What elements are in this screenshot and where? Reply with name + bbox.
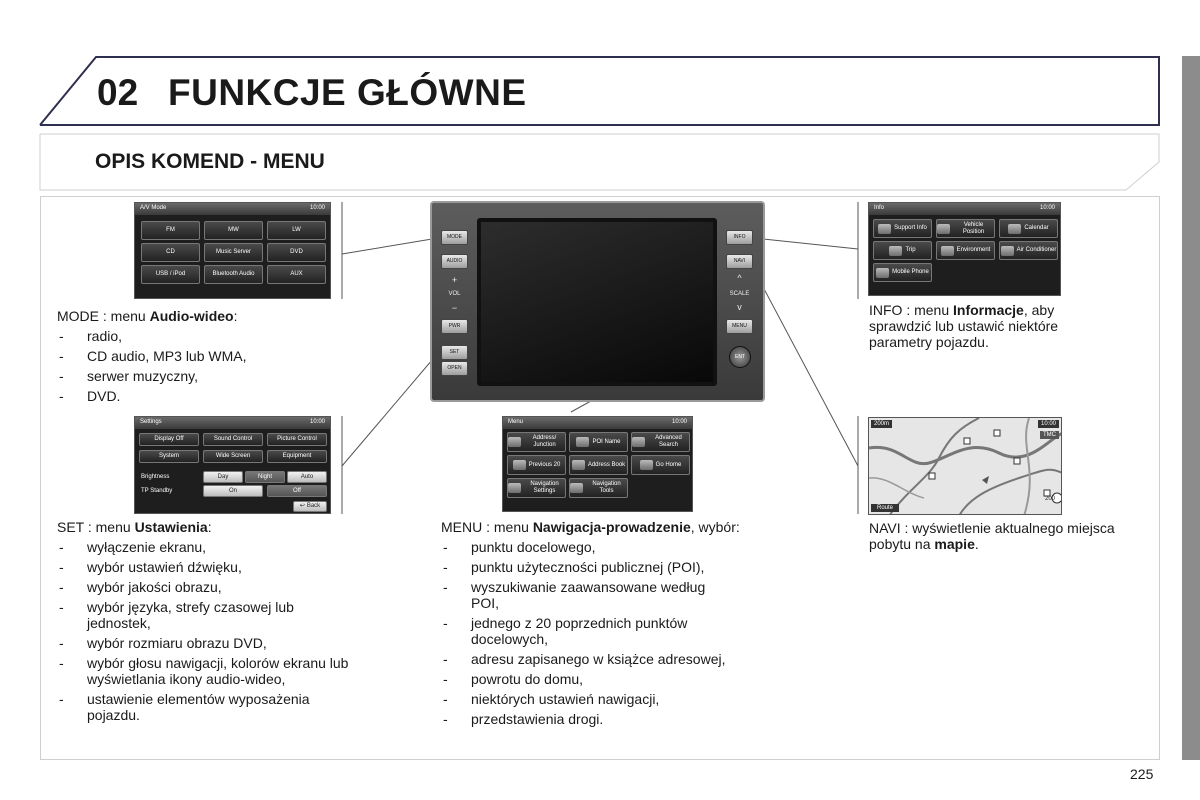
list-item: - wyłączenie ekranu, bbox=[57, 539, 372, 555]
info-bold: Informacje bbox=[953, 302, 1024, 318]
map-distance-label: 200 bbox=[1044, 496, 1055, 502]
vehicle-position-label: Vehicle Position bbox=[962, 221, 985, 235]
list-item: - radio, bbox=[57, 328, 327, 344]
menu-intro: MENU : menu bbox=[441, 519, 533, 535]
pwr-hard-button[interactable]: PWR bbox=[441, 319, 468, 334]
section-title: OPIS KOMEND - MENU bbox=[95, 150, 325, 173]
bluetooth-audio-button[interactable]: Bluetooth Audio bbox=[204, 265, 263, 284]
address-book-label: Address Book bbox=[587, 461, 626, 468]
list-item: - CD audio, MP3 lub WMA, bbox=[57, 348, 327, 364]
mode-heading bbox=[57, 308, 327, 324]
navigation-tools-icon bbox=[570, 483, 583, 493]
navi-tail: . bbox=[974, 536, 979, 552]
map-scale-badge: 200m bbox=[871, 420, 892, 428]
list-item: - wybór ustawień dźwięku, bbox=[57, 559, 372, 575]
system-button[interactable]: System bbox=[139, 450, 199, 463]
advanced-search-button[interactable] bbox=[631, 432, 690, 452]
page-number: 225 bbox=[1130, 766, 1154, 782]
info-description bbox=[869, 302, 1099, 350]
support-info-icon bbox=[878, 224, 891, 234]
calendar-icon bbox=[1008, 224, 1021, 234]
environment-button[interactable] bbox=[936, 241, 995, 260]
chapter-number: 02 bbox=[97, 72, 139, 113]
set-intro: SET : menu bbox=[57, 519, 135, 535]
list-item: - wybór języka, strefy czasowej lub jednostek, bbox=[57, 599, 357, 631]
list-item: - ustawienie elementów wyposażenia pojazdu. bbox=[57, 691, 357, 723]
list-item: - powrotu do domu, bbox=[441, 671, 771, 687]
navi-hard-button[interactable]: NAVI bbox=[726, 254, 753, 269]
head-unit-display bbox=[477, 218, 717, 386]
scale-label: SCALE bbox=[729, 291, 750, 297]
mode-list bbox=[57, 328, 327, 404]
poi-name-button[interactable] bbox=[569, 432, 628, 452]
address-book-button[interactable] bbox=[569, 455, 628, 475]
tmc-badge: TMC bbox=[1040, 431, 1059, 439]
trip-icon bbox=[889, 246, 902, 256]
menu-tail: , wybór: bbox=[690, 519, 740, 535]
address-book-icon bbox=[572, 460, 585, 470]
screen-title-bar bbox=[135, 417, 330, 429]
brightness-day-button[interactable]: Day bbox=[203, 471, 243, 483]
menu-heading bbox=[441, 519, 771, 535]
menu-description bbox=[441, 519, 771, 727]
vol-down-icon[interactable]: − bbox=[451, 303, 458, 313]
screen-title-bar bbox=[503, 417, 692, 429]
poi-name-label: POI Name bbox=[592, 438, 621, 445]
navi-bold: mapie bbox=[934, 536, 975, 552]
screen-title-bar bbox=[869, 203, 1060, 215]
fm-button[interactable]: FM bbox=[141, 221, 200, 240]
set-list bbox=[57, 539, 372, 723]
navigation-tools-button[interactable] bbox=[569, 478, 628, 498]
list-item: - punktu docelowego, bbox=[441, 539, 771, 555]
mode-description bbox=[57, 308, 327, 404]
trip-button[interactable] bbox=[873, 241, 932, 260]
list-item: - wybór rozmiaru obrazu DVD, bbox=[57, 635, 372, 651]
screen-clock: 10:00 bbox=[309, 419, 325, 425]
vehicle-position-button[interactable] bbox=[936, 219, 995, 238]
screen-title: Info bbox=[874, 205, 885, 211]
address-junction-button[interactable] bbox=[507, 432, 566, 452]
mobile-phone-button[interactable] bbox=[873, 263, 932, 282]
dvd-button[interactable]: DVD bbox=[267, 243, 326, 262]
tp-on-button[interactable]: On bbox=[203, 485, 263, 497]
info-intro: INFO : menu bbox=[869, 302, 954, 318]
equipment-button[interactable]: Equipment bbox=[267, 450, 327, 463]
mobile-phone-label: Mobile Phone bbox=[892, 269, 929, 276]
settings-screen bbox=[134, 416, 331, 514]
aux-button[interactable]: AUX bbox=[267, 265, 326, 284]
air-conditioner-icon bbox=[1001, 246, 1014, 256]
sound-control-button[interactable]: Sound Control bbox=[203, 433, 263, 446]
wide-screen-button[interactable]: Wide Screen bbox=[203, 450, 263, 463]
list-item: - DVD. bbox=[57, 388, 327, 404]
list-item: - punktu użyteczności publicznej (POI), bbox=[441, 559, 771, 575]
vol-label: VOL bbox=[448, 291, 461, 297]
list-item: - przedstawienia drogi. bbox=[441, 711, 771, 727]
menu-hard-button[interactable]: MENU bbox=[726, 319, 753, 334]
air-conditioner-label: Air Conditioner bbox=[1016, 247, 1057, 254]
info-hard-button[interactable]: INFO bbox=[726, 230, 753, 245]
list-item: - niektórych ustawień nawigacji, bbox=[441, 691, 771, 707]
support-info-button[interactable] bbox=[873, 219, 932, 238]
air-conditioner-button[interactable] bbox=[999, 241, 1058, 260]
support-info-label: Support Info bbox=[894, 225, 927, 232]
navigation-tools-label: Navigation Tools bbox=[592, 481, 621, 494]
set-bold: Ustawienia bbox=[134, 519, 208, 535]
back-button[interactable] bbox=[293, 501, 327, 512]
brightness-night-button[interactable]: Night bbox=[245, 471, 285, 483]
tp-standby-label: TP Standby bbox=[141, 488, 173, 494]
previous-20-button[interactable] bbox=[507, 455, 566, 475]
av-mode-screen bbox=[134, 202, 331, 299]
screen-clock: 10:00 bbox=[309, 205, 325, 211]
mode-bold: Audio-wideo bbox=[149, 308, 234, 324]
list-item: - wybór jakości obrazu, bbox=[57, 579, 372, 595]
calendar-button[interactable] bbox=[999, 219, 1058, 238]
side-tab bbox=[1182, 56, 1200, 760]
set-hard-button[interactable]: SET bbox=[441, 345, 468, 360]
set-description bbox=[57, 519, 372, 723]
open-hard-button[interactable]: OPEN bbox=[441, 361, 468, 376]
mw-button[interactable]: MW bbox=[204, 221, 263, 240]
lw-button[interactable]: LW bbox=[267, 221, 326, 240]
vol-up-icon[interactable]: + bbox=[451, 275, 458, 285]
menu-list bbox=[441, 539, 771, 727]
chapter-title: FUNKCJE GŁÓWNE bbox=[168, 72, 527, 113]
menu-bold: Nawigacja-prowadzenie bbox=[532, 519, 691, 535]
mode-tail: : bbox=[233, 308, 238, 324]
go-home-icon bbox=[640, 460, 653, 470]
tp-off-button[interactable]: Off bbox=[267, 485, 327, 497]
navi-map-screen bbox=[868, 417, 1062, 515]
brightness-label: Brightness bbox=[141, 474, 170, 480]
audio-hard-button[interactable]: AUDIO bbox=[441, 254, 468, 269]
picture-control-button[interactable]: Picture Control bbox=[267, 433, 327, 446]
set-heading bbox=[57, 519, 372, 535]
enter-knob[interactable]: ENT bbox=[729, 346, 751, 368]
back-arrow-icon: ↩ bbox=[299, 503, 305, 510]
set-tail: : bbox=[207, 519, 212, 535]
screen-title: Settings bbox=[140, 419, 162, 425]
list-item: - wybór głosu nawigacji, kolorów ekranu lub wyświetlania ikony audio-wideo, bbox=[57, 655, 367, 687]
advanced-search-icon bbox=[632, 437, 645, 447]
music-server-button[interactable]: Music Server bbox=[204, 243, 263, 262]
list-item: - serwer muzyczny, bbox=[57, 368, 327, 384]
mobile-phone-icon bbox=[876, 268, 889, 278]
map-graphic bbox=[869, 418, 1062, 515]
screen-title: Menu bbox=[508, 419, 524, 425]
mode-hard-button[interactable]: MODE bbox=[441, 230, 468, 245]
screen-clock: 10:00 bbox=[1039, 205, 1055, 211]
go-home-button[interactable] bbox=[631, 455, 690, 475]
route-button[interactable]: Route bbox=[871, 504, 899, 512]
cd-button[interactable]: CD bbox=[141, 243, 200, 262]
previous-20-label: Previous 20 bbox=[528, 461, 561, 468]
list-item: - wyszukiwanie zaawansowane według POI, bbox=[441, 579, 731, 611]
screen-title-bar bbox=[135, 203, 330, 215]
trip-label: Trip bbox=[905, 247, 916, 254]
navi-description bbox=[869, 520, 1159, 552]
brightness-auto-button[interactable]: Auto bbox=[287, 471, 327, 483]
vehicle-position-icon bbox=[937, 224, 950, 234]
navi-intro: NAVI : wyświetlenie aktualnego miejsca pobytu na bbox=[869, 520, 1115, 552]
scale-down-icon[interactable]: v bbox=[737, 302, 742, 312]
mode-intro: MODE : menu bbox=[57, 308, 150, 324]
address-junction-label: Address/ Junction bbox=[532, 435, 557, 448]
environment-icon bbox=[941, 246, 954, 256]
list-item: - adresu zapisanego w książce adresowej, bbox=[441, 651, 771, 667]
screen-title: A/V Mode bbox=[140, 205, 167, 211]
navigation-settings-icon bbox=[508, 483, 521, 493]
go-home-label: Go Home bbox=[655, 461, 682, 468]
back-label: Back bbox=[306, 503, 321, 510]
map-clock: 10:00 bbox=[1038, 420, 1059, 428]
previous-20-icon bbox=[513, 460, 526, 470]
display-off-button[interactable]: Display Off bbox=[139, 433, 199, 446]
scale-up-icon[interactable]: ^ bbox=[737, 273, 742, 283]
advanced-search-label: Advanced Search bbox=[655, 435, 682, 448]
navigation-settings-button[interactable] bbox=[507, 478, 566, 498]
list-item: - jednego z 20 poprzednich punktów docelowych, bbox=[441, 615, 726, 647]
address-junction-icon bbox=[508, 437, 521, 447]
navigation-settings-label: Navigation Settings bbox=[530, 481, 559, 494]
poi-name-icon bbox=[576, 437, 589, 447]
usb-ipod-button[interactable]: USB / iPod bbox=[141, 265, 200, 284]
environment-label: Environment bbox=[956, 247, 991, 254]
calendar-label: Calendar bbox=[1024, 225, 1049, 232]
info-screen bbox=[868, 202, 1061, 296]
navigation-menu-screen bbox=[502, 416, 693, 512]
info-tail: , aby sprawdzić lub ustawić niektóre parametry pojazdu. bbox=[869, 302, 1059, 350]
screen-clock: 10:00 bbox=[671, 419, 687, 425]
